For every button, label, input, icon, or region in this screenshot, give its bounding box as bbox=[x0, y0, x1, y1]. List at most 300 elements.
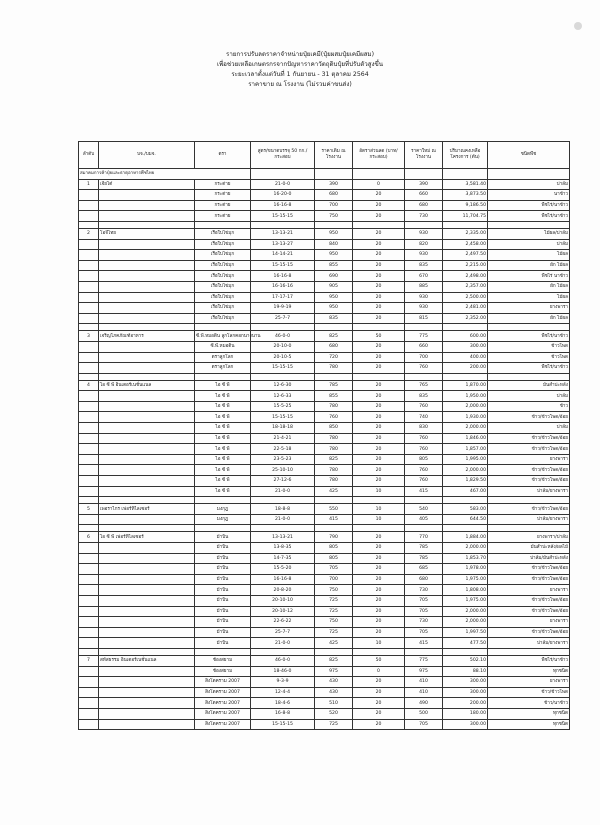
price-cell: 780 bbox=[315, 465, 353, 476]
brand-cell: ตราลูกโลก bbox=[195, 352, 251, 363]
brand-cell: เรือใบไข่มุก bbox=[195, 313, 251, 324]
quantity-cell: 2,481.00 bbox=[443, 303, 488, 314]
formula-cell: 46-0-0 bbox=[251, 655, 315, 666]
brand-cell: ซี.พี.หมอดิน bbox=[195, 341, 251, 352]
quantity-cell: 2,357.00 bbox=[443, 281, 488, 292]
brand-cell: เรือใบไข่มุก bbox=[195, 239, 251, 250]
brand-cell: ไอ ซี พี bbox=[195, 391, 251, 402]
brand-cell: เรือใบไข่มุก bbox=[195, 250, 251, 261]
brand-cell: ซี.พี.หมอดิน ลูกโลกคอกนางนาน bbox=[195, 331, 251, 342]
table-row bbox=[79, 292, 570, 303]
company-cell bbox=[99, 719, 195, 730]
company-cell bbox=[99, 687, 195, 698]
discount-cell: 20 bbox=[353, 341, 405, 352]
formula-cell: 27-12-6 bbox=[251, 476, 315, 487]
new-price-cell: 390 bbox=[405, 179, 443, 190]
crop-cell: ข้าว/ข้าวโพด/อ้อย bbox=[488, 476, 570, 487]
formula-cell: 16-8-8 bbox=[251, 708, 315, 719]
table-row bbox=[79, 514, 570, 525]
crop-cell: ทุกชนิด bbox=[488, 719, 570, 730]
price-cell: 510 bbox=[315, 698, 353, 709]
crop-cell: ผัก ไม้ผล bbox=[488, 313, 570, 324]
crop-cell: ทุกชนิด bbox=[488, 666, 570, 677]
table-row bbox=[79, 401, 570, 412]
price-cell: 825 bbox=[315, 454, 353, 465]
quantity-cell: 3,873.50 bbox=[443, 190, 488, 201]
group-number-cell bbox=[79, 719, 99, 730]
formula-cell: 13-13-21 bbox=[251, 228, 315, 239]
formula-cell: 15-15-15 bbox=[251, 211, 315, 222]
discount-cell: 20 bbox=[353, 708, 405, 719]
crop-cell: ข้าว/ข้าวโพด bbox=[488, 687, 570, 698]
brand-cell: ไอ ซี พี bbox=[195, 380, 251, 391]
col-header-formula: สูตร/ขนาดบรรจุ 50 กก./กระสอบ bbox=[251, 142, 315, 169]
quantity-cell: 1,884.00 bbox=[443, 532, 488, 543]
table-row bbox=[79, 303, 570, 314]
group-number-cell: 6 bbox=[79, 532, 99, 543]
new-price-cell: 415 bbox=[405, 638, 443, 649]
discount-cell: 20 bbox=[353, 228, 405, 239]
crop-cell: ผัก ไม้ผล bbox=[488, 260, 570, 271]
group-spacer-row bbox=[79, 324, 570, 331]
table-row bbox=[79, 352, 570, 363]
formula-cell: 14-14-21 bbox=[251, 250, 315, 261]
company-cell bbox=[99, 638, 195, 649]
price-cell: 825 bbox=[315, 331, 353, 342]
discount-cell: 20 bbox=[353, 260, 405, 271]
brand-cell: ม้าบิน bbox=[195, 595, 251, 606]
discount-cell: 20 bbox=[353, 391, 405, 402]
brand-cell: ไอ ซี พี bbox=[195, 476, 251, 487]
company-cell bbox=[99, 514, 195, 525]
group-number-cell bbox=[79, 476, 99, 487]
quantity-cell: 400.00 bbox=[443, 352, 488, 363]
table-row bbox=[79, 391, 570, 402]
crop-cell: พืชไร่/นาข้าว bbox=[488, 211, 570, 222]
price-cell: 430 bbox=[315, 677, 353, 688]
group-number-cell: 7 bbox=[79, 655, 99, 666]
new-price-cell: 685 bbox=[405, 564, 443, 575]
quantity-cell: 2,500.00 bbox=[443, 292, 488, 303]
brand-cell: เรือใบไข่มุก bbox=[195, 228, 251, 239]
brand-cell: ไอ ซี พี bbox=[195, 486, 251, 497]
crop-cell: ทุกชนิด bbox=[488, 708, 570, 719]
company-cell: ไอ ซี พี อินเตอร์เนชั่นแนล bbox=[99, 380, 195, 391]
table-row bbox=[79, 617, 570, 628]
formula-cell: 12-4-4 bbox=[251, 687, 315, 698]
company-cell bbox=[99, 617, 195, 628]
price-cell: 725 bbox=[315, 595, 353, 606]
company-cell bbox=[99, 352, 195, 363]
brand-cell: ม้าบิน bbox=[195, 532, 251, 543]
discount-cell: 20 bbox=[353, 476, 405, 487]
crop-cell: ยางพารา bbox=[488, 585, 570, 596]
company-cell bbox=[99, 606, 195, 617]
group-number-cell bbox=[79, 341, 99, 352]
brand-cell: ม้าบิน bbox=[195, 553, 251, 564]
company-cell bbox=[99, 292, 195, 303]
price-cell: 690 bbox=[315, 271, 353, 282]
group-number-cell bbox=[79, 666, 99, 677]
discount-cell: 10 bbox=[353, 504, 405, 515]
company-cell bbox=[99, 401, 195, 412]
price-cell: 825 bbox=[315, 655, 353, 666]
discount-cell: 20 bbox=[353, 564, 405, 575]
crop-cell: ข้าว/ข้าวโพด/อ้อย bbox=[488, 465, 570, 476]
formula-cell: 13-13-21 bbox=[251, 532, 315, 543]
brand-cell: ม้าบิน bbox=[195, 543, 251, 554]
brand-cell: ไอ ซี พี bbox=[195, 465, 251, 476]
brand-cell: สิงโตคราม 2007 bbox=[195, 708, 251, 719]
col-header-new-price: ราคาใหม่ ณ โรงงาน bbox=[405, 142, 443, 169]
brand-cell: เรือใบไข่มุก bbox=[195, 303, 251, 314]
crop-cell: ปาล์ม bbox=[488, 391, 570, 402]
company-cell bbox=[99, 476, 195, 487]
group-number-cell bbox=[79, 211, 99, 222]
table-row bbox=[79, 239, 570, 250]
quantity-cell: 2,498.00 bbox=[443, 271, 488, 282]
brand-cell: ช้องสยาม bbox=[195, 666, 251, 677]
formula-cell: 9-3-9 bbox=[251, 677, 315, 688]
group-number-cell bbox=[79, 585, 99, 596]
crop-cell: ยางพารา bbox=[488, 454, 570, 465]
crop-cell: ผัก ไม้ผล bbox=[488, 281, 570, 292]
price-cell: 780 bbox=[315, 476, 353, 487]
discount-cell: 20 bbox=[353, 200, 405, 211]
price-cell: 855 bbox=[315, 260, 353, 271]
formula-cell: 18-4-6 bbox=[251, 698, 315, 709]
new-price-cell: 835 bbox=[405, 260, 443, 271]
table-row bbox=[79, 281, 570, 292]
new-price-cell: 830 bbox=[405, 423, 443, 434]
group-number-cell bbox=[79, 638, 99, 649]
discount-cell: 20 bbox=[353, 292, 405, 303]
discount-cell: 20 bbox=[353, 595, 405, 606]
new-price-cell: 760 bbox=[405, 363, 443, 374]
formula-cell: 15-15-15 bbox=[251, 260, 315, 271]
col-header-quantity: ปริมาณคงเหลือ โครงการ (ตัน) bbox=[443, 142, 488, 169]
new-price-cell: 885 bbox=[405, 281, 443, 292]
crop-cell: ข้าว/ข้าวโพด/อ้อย bbox=[488, 574, 570, 585]
new-price-cell: 820 bbox=[405, 239, 443, 250]
price-cell: 950 bbox=[315, 228, 353, 239]
formula-cell: 17-17-17 bbox=[251, 292, 315, 303]
table-row bbox=[79, 677, 570, 688]
company-cell: โอจีไทย bbox=[99, 228, 195, 239]
title-line-3: ระยะเวลาตั้งแต่วันที่ 1 กันยายน - 31 ตุลาคม 2564 bbox=[231, 71, 369, 78]
new-price-cell: 815 bbox=[405, 313, 443, 324]
crop-cell: ข้าว/ข้าวโพด/อ้อย bbox=[488, 504, 570, 515]
formula-cell: 20-10-5 bbox=[251, 352, 315, 363]
formula-cell: 20-8-20 bbox=[251, 585, 315, 596]
brand-cell: สิงโตคราม 2007 bbox=[195, 677, 251, 688]
table-row bbox=[79, 687, 570, 698]
company-cell bbox=[99, 454, 195, 465]
table-row bbox=[79, 412, 570, 423]
discount-cell: 20 bbox=[353, 465, 405, 476]
formula-cell: 25-7-7 bbox=[251, 627, 315, 638]
new-price-cell: 410 bbox=[405, 677, 443, 688]
group-number-cell: 3 bbox=[79, 331, 99, 342]
company-cell bbox=[99, 303, 195, 314]
col-header-company: บจ./บมจ. bbox=[99, 142, 195, 169]
quantity-cell: 2,352.00 bbox=[443, 313, 488, 324]
table-row bbox=[79, 532, 570, 543]
crop-cell: ข้าวโพด bbox=[488, 341, 570, 352]
new-price-cell: 660 bbox=[405, 190, 443, 201]
company-cell bbox=[99, 281, 195, 292]
formula-cell: 15-5-20 bbox=[251, 564, 315, 575]
crop-cell: ข้าวโพด bbox=[488, 352, 570, 363]
new-price-cell: 705 bbox=[405, 606, 443, 617]
table-row bbox=[79, 465, 570, 476]
new-price-cell: 500 bbox=[405, 708, 443, 719]
formula-cell: 18-8-8 bbox=[251, 504, 315, 515]
brand-cell: ไอ ซี พี bbox=[195, 433, 251, 444]
crop-cell: ยางพารา bbox=[488, 617, 570, 628]
quantity-cell: 2,497.50 bbox=[443, 250, 488, 261]
quantity-cell: 2,458.00 bbox=[443, 239, 488, 250]
crop-cell: ข้าว/ข้าวโพด/อ้อย bbox=[488, 627, 570, 638]
crop-cell: ข้าว/ข้าวโพด/อ้อย bbox=[488, 444, 570, 455]
company-cell: เจียไต๋ bbox=[99, 179, 195, 190]
discount-cell: 20 bbox=[353, 313, 405, 324]
new-price-cell: 660 bbox=[405, 341, 443, 352]
quantity-cell: 2,000.00 bbox=[443, 543, 488, 554]
company-cell: เจริญโภคภัณฑ์อาหาร bbox=[99, 331, 195, 342]
crop-cell: พืชไร่/นาข้าว bbox=[488, 363, 570, 374]
discount-cell: 20 bbox=[353, 250, 405, 261]
table-row bbox=[79, 228, 570, 239]
crop-cell: ปาล์ม bbox=[488, 179, 570, 190]
company-cell: เพอราไกร เฟอร์ทิไลเซอร์ bbox=[99, 504, 195, 515]
price-cell: 725 bbox=[315, 627, 353, 638]
new-price-cell: 540 bbox=[405, 504, 443, 515]
formula-cell: 25-10-10 bbox=[251, 465, 315, 476]
group-number-cell bbox=[79, 708, 99, 719]
brand-cell: ม้าบิน bbox=[195, 627, 251, 638]
quantity-cell: 2,000.00 bbox=[443, 465, 488, 476]
table-row bbox=[79, 655, 570, 666]
table-row bbox=[79, 543, 570, 554]
brand-cell: ม้าบิน bbox=[195, 606, 251, 617]
col-header-discount: อัตราส่วนลด (บาท/กระสอบ) bbox=[353, 142, 405, 169]
discount-cell: 20 bbox=[353, 627, 405, 638]
new-price-cell: 760 bbox=[405, 444, 443, 455]
formula-cell: 14-7-35 bbox=[251, 553, 315, 564]
crop-cell: พืชไร่/นาข้าว bbox=[488, 655, 570, 666]
quantity-cell: 3,581.40 bbox=[443, 179, 488, 190]
new-price-cell: 705 bbox=[405, 627, 443, 638]
table-row bbox=[79, 363, 570, 374]
new-price-cell: 760 bbox=[405, 465, 443, 476]
quantity-cell: 2,000.00 bbox=[443, 617, 488, 628]
quantity-cell: 2,000.00 bbox=[443, 423, 488, 434]
crop-cell: ไม้ผล bbox=[488, 292, 570, 303]
brand-cell: ม้าบิน bbox=[195, 638, 251, 649]
price-cell: 680 bbox=[315, 190, 353, 201]
section-note: สมาคมการค้าปุ๋ยและธาตุอาหารพืชไทย bbox=[79, 169, 251, 180]
new-price-cell: 760 bbox=[405, 476, 443, 487]
company-cell: สหัสธรรม อินเตอร์เนชั่นแนล bbox=[99, 655, 195, 666]
new-price-cell: 930 bbox=[405, 303, 443, 314]
price-cell: 425 bbox=[315, 486, 353, 497]
formula-cell: 21-0-0 bbox=[251, 179, 315, 190]
price-cell: 750 bbox=[315, 211, 353, 222]
crop-cell: ปาล์ม/ยางพารา bbox=[488, 486, 570, 497]
formula-cell: 16-20-0 bbox=[251, 190, 315, 201]
group-number-cell bbox=[79, 606, 99, 617]
quantity-cell: 1,975.00 bbox=[443, 595, 488, 606]
table-row bbox=[79, 433, 570, 444]
discount-cell: 20 bbox=[353, 352, 405, 363]
price-cell: 805 bbox=[315, 543, 353, 554]
new-price-cell: 730 bbox=[405, 585, 443, 596]
price-cell: 780 bbox=[315, 444, 353, 455]
discount-cell: 20 bbox=[353, 423, 405, 434]
price-cell: 700 bbox=[315, 574, 353, 585]
group-number-cell bbox=[79, 627, 99, 638]
discount-cell: 20 bbox=[353, 271, 405, 282]
document-header bbox=[0, 50, 600, 90]
quantity-cell: 2,215.00 bbox=[443, 260, 488, 271]
group-number-cell bbox=[79, 543, 99, 554]
brand-cell: สิงโตคราม 2007 bbox=[195, 687, 251, 698]
discount-cell: 20 bbox=[353, 433, 405, 444]
company-cell bbox=[99, 363, 195, 374]
price-cell: 855 bbox=[315, 391, 353, 402]
group-number-cell bbox=[79, 433, 99, 444]
new-price-cell: 760 bbox=[405, 433, 443, 444]
table-row bbox=[79, 476, 570, 487]
price-cell: 750 bbox=[315, 617, 353, 628]
formula-cell: 21-4-21 bbox=[251, 433, 315, 444]
price-cell: 725 bbox=[315, 719, 353, 730]
new-price-cell: 410 bbox=[405, 687, 443, 698]
crop-cell: ยางพารา bbox=[488, 303, 570, 314]
group-number-cell bbox=[79, 564, 99, 575]
table-row bbox=[79, 271, 570, 282]
new-price-cell: 930 bbox=[405, 292, 443, 303]
company-cell bbox=[99, 341, 195, 352]
quantity-cell: 502.10 bbox=[443, 655, 488, 666]
company-cell bbox=[99, 708, 195, 719]
discount-cell: 0 bbox=[353, 666, 405, 677]
discount-cell: 20 bbox=[353, 454, 405, 465]
formula-cell: 23-5-23 bbox=[251, 454, 315, 465]
crop-cell: ข้าว/นาข้าว bbox=[488, 698, 570, 709]
new-price-cell: 775 bbox=[405, 655, 443, 666]
table-row bbox=[79, 666, 570, 677]
quantity-cell: 1,950.00 bbox=[443, 391, 488, 402]
table-row bbox=[79, 211, 570, 222]
crop-cell: มันสำปะหลัง/ผลไม้ bbox=[488, 543, 570, 554]
table-row bbox=[79, 331, 570, 342]
group-number-cell bbox=[79, 698, 99, 709]
company-cell bbox=[99, 543, 195, 554]
group-number-cell bbox=[79, 677, 99, 688]
brand-cell: กระต่าย bbox=[195, 211, 251, 222]
group-number-cell bbox=[79, 313, 99, 324]
formula-cell: 16-16-16 bbox=[251, 281, 315, 292]
new-price-cell: 765 bbox=[405, 380, 443, 391]
discount-cell: 20 bbox=[353, 677, 405, 688]
table-row bbox=[79, 423, 570, 434]
formula-cell: 21-0-0 bbox=[251, 514, 315, 525]
quantity-cell: 583.00 bbox=[443, 504, 488, 515]
table-row bbox=[79, 606, 570, 617]
group-number-cell: 2 bbox=[79, 228, 99, 239]
table-row bbox=[79, 444, 570, 455]
company-cell bbox=[99, 200, 195, 211]
group-number-cell bbox=[79, 239, 99, 250]
quantity-cell: 9,186.50 bbox=[443, 200, 488, 211]
company-cell bbox=[99, 698, 195, 709]
discount-cell: 20 bbox=[353, 698, 405, 709]
formula-cell: 20-10-10 bbox=[251, 595, 315, 606]
formula-cell: 15-5-25 bbox=[251, 401, 315, 412]
table-header-row bbox=[79, 142, 570, 169]
group-number-cell bbox=[79, 486, 99, 497]
company-cell bbox=[99, 391, 195, 402]
formula-cell: 22-5-18 bbox=[251, 444, 315, 455]
table-row bbox=[79, 698, 570, 709]
discount-cell: 10 bbox=[353, 486, 405, 497]
discount-cell: 20 bbox=[353, 412, 405, 423]
table-row bbox=[79, 638, 570, 649]
price-cell: 705 bbox=[315, 564, 353, 575]
formula-cell: 18-46-0 bbox=[251, 666, 315, 677]
group-number-cell bbox=[79, 617, 99, 628]
new-price-cell: 405 bbox=[405, 514, 443, 525]
table-row bbox=[79, 504, 570, 515]
formula-cell: 16-16-8 bbox=[251, 200, 315, 211]
discount-cell: 20 bbox=[353, 617, 405, 628]
crop-cell: พืชไร่/นาข้าว bbox=[488, 200, 570, 211]
discount-cell: 20 bbox=[353, 574, 405, 585]
group-number-cell bbox=[79, 595, 99, 606]
discount-cell: 20 bbox=[353, 585, 405, 596]
brand-cell: สิงโตคราม 2007 bbox=[195, 719, 251, 730]
table-row bbox=[79, 595, 570, 606]
group-spacer-row bbox=[79, 497, 570, 504]
discount-cell: 20 bbox=[353, 543, 405, 554]
title-line-1: รายการปรับลดราคาจำหน่ายปุ๋ยเคมี(ปุ๋ยผสมปุ๋ยเคมีผสม) bbox=[226, 51, 374, 58]
price-cell: 780 bbox=[315, 363, 353, 374]
company-cell bbox=[99, 433, 195, 444]
quantity-cell: 88.10 bbox=[443, 666, 488, 677]
price-cell: 700 bbox=[315, 200, 353, 211]
brand-cell: ตราลูกโลก bbox=[195, 363, 251, 374]
formula-cell: 20-10-0 bbox=[251, 341, 315, 352]
company-cell bbox=[99, 239, 195, 250]
discount-cell: 10 bbox=[353, 638, 405, 649]
company-cell bbox=[99, 564, 195, 575]
table-row bbox=[79, 454, 570, 465]
quantity-cell: 300.00 bbox=[443, 677, 488, 688]
new-price-cell: 760 bbox=[405, 401, 443, 412]
price-cell: 430 bbox=[315, 687, 353, 698]
table-row bbox=[79, 260, 570, 271]
col-header-brand: ตรา bbox=[195, 142, 251, 169]
company-cell bbox=[99, 260, 195, 271]
group-number-cell bbox=[79, 574, 99, 585]
crop-cell: นาข้าว bbox=[488, 190, 570, 201]
title-line-2: เพื่อช่วยเหลือเกษตรกรจากปัญหาราคาวัตถุดิบปุ๋ยที่ปรับตัวสูงขึ้น bbox=[216, 61, 384, 68]
table-row bbox=[79, 341, 570, 352]
formula-cell: 16-16-8 bbox=[251, 574, 315, 585]
table-row bbox=[79, 585, 570, 596]
